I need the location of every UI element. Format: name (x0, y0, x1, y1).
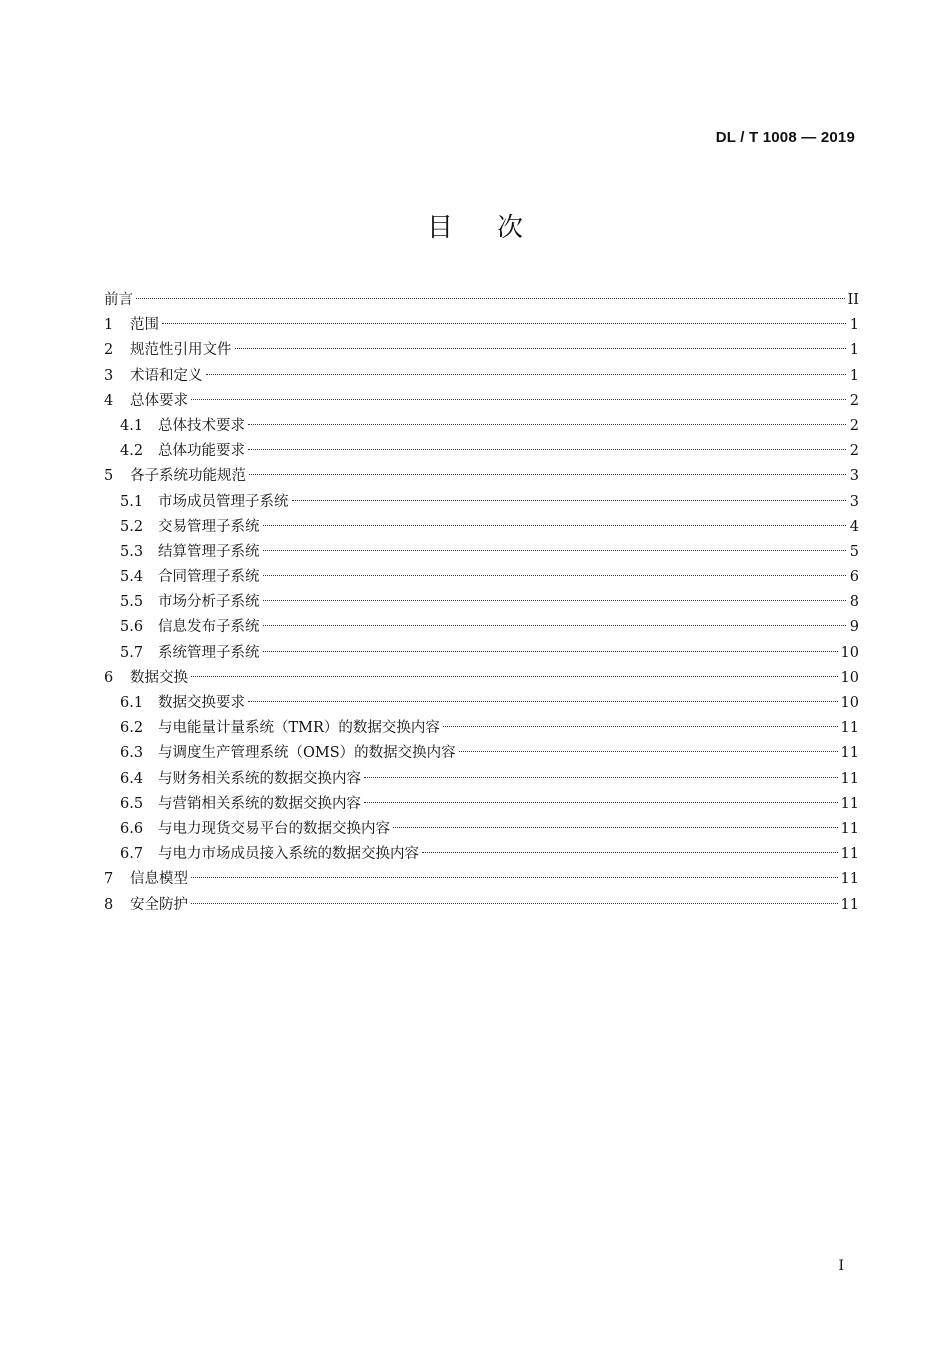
toc-entry-title: 术语和定义 (130, 367, 203, 384)
toc-entry-title: 前言 (104, 292, 133, 308)
toc-entry-title: 各子系统功能规范 (130, 468, 246, 485)
toc-leader-dots (422, 852, 838, 853)
toc-entry[interactable] (104, 741, 859, 766)
toc-entry-page: 11 (840, 745, 859, 762)
toc-leader-dots (206, 374, 847, 375)
toc-entry-number: 5.6 (120, 619, 144, 636)
toc-entry[interactable] (104, 767, 859, 792)
toc-entry[interactable] (104, 288, 859, 313)
toc-entry[interactable] (104, 641, 859, 666)
toc-entry-page: 11 (840, 820, 859, 837)
toc-entry-number: 4.2 (120, 443, 144, 460)
toc-entry-number: 6.4 (120, 770, 144, 787)
toc-leader-dots (364, 802, 838, 803)
toc-entry-number: 6.6 (120, 820, 144, 837)
toc-entry[interactable] (104, 389, 859, 414)
toc-entry-page: 1 (849, 367, 859, 384)
toc-entry-title: 结算管理子系统 (158, 543, 260, 560)
toc-entry[interactable] (104, 842, 859, 867)
toc-entry-page: 5 (849, 543, 859, 560)
toc-entry-number: 5 (104, 468, 114, 485)
toc-entry[interactable] (104, 414, 859, 439)
toc-entry-title: 安全防护 (130, 896, 188, 913)
toc-entry-title: 范围 (130, 317, 159, 334)
toc-entry-page: 11 (840, 896, 859, 913)
toc-leader-dots (263, 575, 847, 576)
toc-entry-title: 总体要求 (130, 392, 188, 409)
toc-entry-page: 4 (849, 518, 859, 535)
toc-entry-number: 6.7 (120, 846, 144, 863)
toc-entry-number: 3 (104, 367, 114, 384)
toc-entry-title: 信息发布子系统 (158, 619, 260, 636)
toc-entry[interactable] (104, 691, 859, 716)
toc-entry-page: 2 (849, 392, 859, 409)
toc-leader-dots (443, 726, 838, 727)
toc-entry-page: 2 (849, 443, 859, 460)
toc-entry-page: 11 (840, 795, 859, 812)
toc-entry-number: 8 (104, 896, 114, 913)
toc-entry-title: 与调度生产管理系统（OMS）的数据交换内容 (158, 745, 456, 762)
toc-entry[interactable] (104, 817, 859, 842)
toc-entry-number: 4.1 (120, 417, 144, 434)
toc-entry-page: 1 (849, 342, 859, 359)
toc-entry[interactable] (104, 893, 859, 918)
toc-entry-page: 11 (840, 770, 859, 787)
toc-entry-number: 1 (104, 317, 114, 334)
toc-entry-page: II (847, 292, 859, 308)
toc-entry[interactable] (104, 313, 859, 338)
toc-entry-number: 5.2 (120, 518, 144, 535)
toc-entry-number: 5.1 (120, 493, 144, 510)
toc-leader-dots (459, 751, 838, 752)
toc-leader-dots (248, 449, 846, 450)
toc-entry-title: 与电能量计量系统（TMR）的数据交换内容 (158, 720, 440, 737)
toc-entry[interactable] (104, 867, 859, 892)
toc-entry[interactable] (104, 540, 859, 565)
toc-entry-page: 6 (849, 569, 859, 586)
toc-entry[interactable] (104, 792, 859, 817)
toc-leader-dots (393, 827, 838, 828)
toc-entry-number: 5.5 (120, 594, 144, 611)
toc-entry[interactable] (104, 590, 859, 615)
toc-entry[interactable] (104, 565, 859, 590)
toc-entry-number: 4 (104, 392, 114, 409)
toc-leader-dots (191, 877, 838, 878)
page-number: I (838, 1258, 844, 1274)
toc-entry-title: 系统管理子系统 (158, 644, 260, 661)
toc-leader-dots (248, 701, 838, 702)
toc-entry-page: 11 (840, 720, 859, 737)
toc-entry-title: 市场分析子系统 (158, 594, 260, 611)
toc-entry[interactable] (104, 490, 859, 515)
toc-entry-title: 数据交换 (130, 669, 188, 686)
toc-entry-number: 5.4 (120, 569, 144, 586)
toc-entry-page: 1 (849, 317, 859, 334)
toc-entry[interactable] (104, 464, 859, 489)
toc-leader-dots (162, 323, 846, 324)
toc-entry-page: 11 (840, 871, 859, 888)
toc-entry-number: 2 (104, 342, 114, 359)
toc-entry-title: 数据交换要求 (158, 695, 245, 711)
toc-entry-page: 10 (840, 644, 859, 661)
toc-entry-title: 与营销相关系统的数据交换内容 (158, 795, 361, 812)
toc-entry-title: 与财务相关系统的数据交换内容 (158, 770, 361, 787)
toc-entry-page: 10 (840, 669, 859, 686)
toc-entry-page: 3 (849, 468, 859, 485)
toc-entry[interactable] (104, 716, 859, 741)
toc-entry[interactable] (104, 364, 859, 389)
toc-entry-number: 6.5 (120, 795, 144, 812)
toc-leader-dots (191, 903, 838, 904)
toc-entry[interactable] (104, 439, 859, 464)
toc-entry-page: 2 (849, 417, 859, 434)
table-of-contents (104, 288, 859, 918)
toc-entry-title: 信息模型 (130, 871, 188, 888)
toc-leader-dots (263, 651, 838, 652)
toc-leader-dots (364, 777, 838, 778)
toc-entry-page: 9 (849, 619, 859, 636)
toc-leader-dots (248, 424, 846, 425)
toc-entry-page: 8 (849, 594, 859, 611)
toc-leader-dots (263, 600, 847, 601)
toc-entry-number: 7 (104, 871, 114, 888)
toc-leader-dots (235, 348, 847, 349)
toc-entry-page: 3 (849, 493, 859, 510)
toc-entry-number: 6 (104, 669, 114, 686)
toc-entry-number: 6.2 (120, 720, 144, 737)
toc-entry-title: 总体技术要求 (158, 417, 245, 434)
toc-entry-title: 交易管理子系统 (158, 518, 260, 535)
toc-entry[interactable] (104, 338, 859, 363)
toc-entry-title: 市场成员管理子系统 (158, 493, 289, 510)
toc-entry-title: 与电力市场成员接入系统的数据交换内容 (158, 846, 419, 863)
toc-leader-dots (191, 676, 838, 677)
toc-leader-dots (263, 625, 847, 626)
toc-entry-number: 6.3 (120, 745, 144, 762)
toc-entry[interactable] (104, 615, 859, 640)
toc-entry-title: 总体功能要求 (158, 443, 245, 460)
toc-entry-title: 规范性引用文件 (130, 342, 232, 359)
toc-entry-title: 合同管理子系统 (158, 569, 260, 586)
toc-leader-dots (292, 500, 847, 501)
toc-entry-number: 5.3 (120, 543, 144, 560)
toc-leader-dots (191, 399, 846, 400)
toc-entry-number: 6.1 (120, 695, 144, 711)
toc-entry-title: 与电力现货交易平台的数据交换内容 (158, 820, 390, 837)
toc-leader-dots (249, 474, 846, 475)
toc-entry-page: 11 (840, 846, 859, 863)
toc-leader-dots (136, 298, 845, 299)
toc-entry-page: 10 (840, 695, 859, 711)
toc-entry-number: 5.7 (120, 644, 144, 661)
toc-entry[interactable] (104, 515, 859, 540)
toc-leader-dots (263, 550, 847, 551)
toc-leader-dots (263, 525, 847, 526)
toc-entry[interactable] (104, 666, 859, 691)
document-code: DL / T 1008 — 2019 (715, 129, 855, 146)
toc-title: 目次 (426, 213, 567, 243)
